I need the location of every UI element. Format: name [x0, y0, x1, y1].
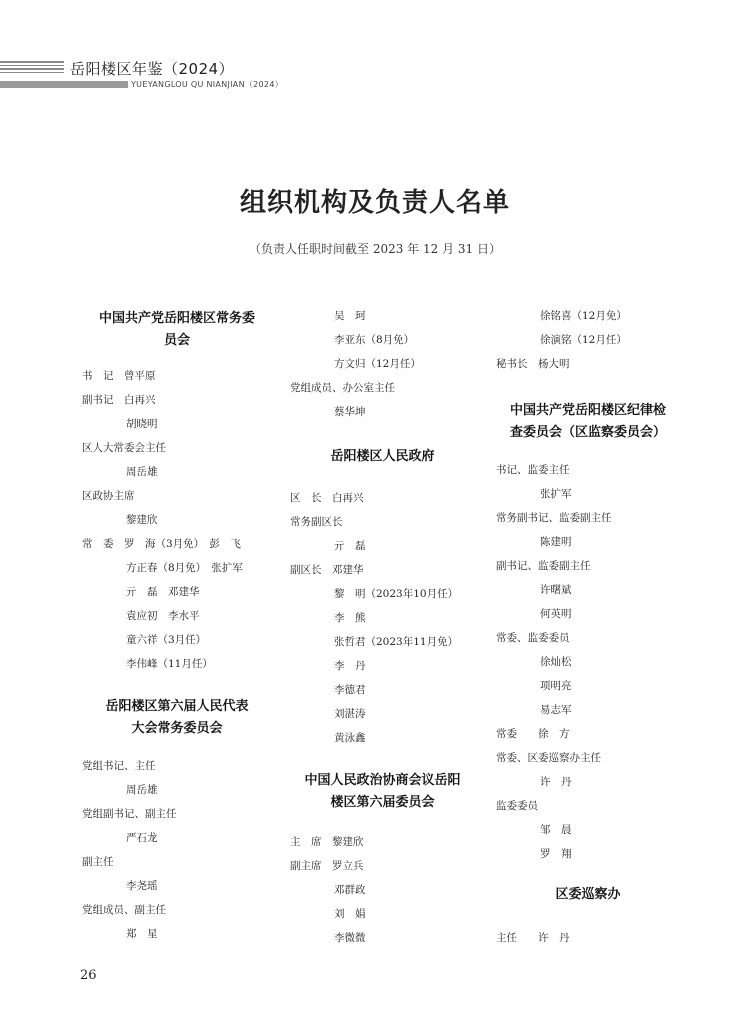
entry-line: 李微微	[334, 932, 366, 944]
entry-line: 李 熊	[334, 612, 366, 624]
entry-line: 何英明	[540, 608, 572, 620]
entry-line: 蔡华坤	[334, 406, 366, 418]
entry-line: 陈建明	[540, 536, 572, 548]
entry-line: 主任 许 丹	[496, 932, 570, 944]
section-title-discipline-commission	[492, 400, 684, 444]
entry-line: 副主席 罗立兵	[290, 860, 364, 872]
entry-line: 亓 磊 邓建华	[126, 586, 200, 598]
entry-line: 周岳雄	[126, 466, 158, 478]
entry-line: 黄泳鑫	[334, 732, 366, 744]
entry-line: 徐演铭（12月任）	[540, 334, 627, 346]
running-header-title: 岳阳楼区年鉴（2024）	[70, 60, 235, 78]
page-number: 26	[80, 968, 97, 983]
section-title-district-committee	[82, 308, 272, 352]
entry-line: 主 席 黎建欣	[290, 836, 364, 848]
entry-line: 邹 晨	[540, 824, 572, 836]
entry-line: 区政协主席	[82, 490, 135, 502]
section-title-line: 查委员会（区监察委员会）	[509, 425, 666, 440]
entry-line: 李亚东（8月免）	[334, 334, 415, 346]
entry-line: 常务副书记、监委副主任	[496, 512, 612, 524]
entry-line: 方文归（12月任）	[334, 358, 421, 370]
entry-line: 黎建欣	[126, 514, 158, 526]
entry-line: 党组成员、副主任	[82, 904, 166, 916]
entry-line: 常委 徐 方	[496, 728, 570, 740]
section-title-line: 区委巡察办	[555, 887, 621, 902]
entry-line: 刘 娟	[334, 908, 366, 920]
entry-line: 张扩军	[540, 488, 572, 500]
entry-line: 党组书记、主任	[82, 760, 156, 772]
section-title-line: 楼区第六届委员会	[330, 795, 435, 810]
entry-line: 书记、监委主任	[496, 464, 570, 476]
section-title-cppcc	[284, 770, 481, 814]
section-title-line: 大会常务委员会	[131, 721, 223, 736]
entry-line: 徐铭喜（12月免）	[540, 310, 627, 322]
entry-line: 易志军	[540, 704, 572, 716]
entry-line: 童六祥（3月任）	[126, 634, 207, 646]
entry-line: 常委、监委委员	[496, 632, 570, 644]
entry-line: 李尧瑶	[126, 880, 158, 892]
entry-line: 许曙斌	[540, 584, 572, 596]
entry-line: 方正春（8月免） 张扩军	[126, 562, 243, 574]
entry-line: 郑 星	[126, 928, 158, 940]
entry-line: 副书记、监委副主任	[496, 560, 591, 572]
section-title-line: 岳阳楼区人民政府	[330, 449, 435, 464]
entry-line: 区人大常委会主任	[82, 442, 166, 454]
entry-line: 吴 珂	[334, 310, 366, 322]
entry-line: 监委委员	[496, 800, 538, 812]
entry-line: 胡晓明	[126, 418, 158, 430]
entry-line: 党组副书记、副主任	[82, 808, 177, 820]
entry-line: 许 丹	[540, 776, 572, 788]
entry-line: 副书记 白再兴	[82, 394, 156, 406]
entry-line: 李伟峰（11月任）	[126, 658, 213, 670]
entry-line: 李 丹	[334, 660, 366, 672]
running-header-subtitle: YUEYANGLOU QU NIANJIAN（2024）	[131, 80, 284, 89]
page-note: （负责人任职时间截至 2023 年 12 月 31 日）	[249, 242, 501, 256]
header-decor-bar	[0, 81, 128, 88]
section-title-inspection-office	[492, 884, 684, 906]
entry-line: 党组成员、办公室主任	[290, 382, 395, 394]
section-title-line: 中国人民政治协商会议岳阳	[304, 773, 461, 788]
page-title: 组织机构及负责人名单	[239, 188, 510, 218]
entry-line: 刘湛涛	[334, 708, 366, 720]
entry-line: 副区长 邓建华	[290, 564, 364, 576]
section-title-line: 岳阳楼区第六届人民代表	[105, 699, 249, 714]
entry-line: 李德君	[334, 684, 366, 696]
entry-line: 袁应初 李水平	[126, 610, 200, 622]
entry-line: 邓群政	[334, 884, 366, 896]
entry-line: 项明亮	[540, 680, 572, 692]
entry-line: 区 长 白再兴	[290, 492, 364, 504]
entry-line: 罗 翔	[540, 848, 572, 860]
entry-line: 周岳雄	[126, 784, 158, 796]
section-title-line: 中国共产党岳阳楼区常务委	[98, 311, 255, 326]
section-title-peoples-congress	[82, 696, 272, 740]
entry-line: 书 记 曾平原	[82, 370, 156, 382]
entry-line: 常务副区长	[290, 516, 343, 528]
entry-line: 秘书长 杨大明	[496, 358, 570, 370]
entry-line: 常 委 罗 海（3月免） 彭 飞	[82, 538, 241, 550]
entry-line: 徐灿松	[540, 656, 572, 668]
entry-line: 黎 明（2023年10月任）	[334, 588, 459, 600]
entry-line: 副主任	[82, 856, 114, 868]
entry-line: 严石龙	[126, 832, 158, 844]
entry-line: 亓 磊	[334, 540, 366, 552]
entry-line: 张哲君（2023年11月免）	[334, 636, 459, 648]
section-title-line: 中国共产党岳阳楼区纪律检	[509, 403, 666, 418]
section-title-district-government	[290, 446, 475, 468]
header-decor-lines	[0, 61, 64, 75]
entry-line: 常委、区委巡察办主任	[496, 752, 601, 764]
section-title-line: 员会	[163, 333, 190, 348]
